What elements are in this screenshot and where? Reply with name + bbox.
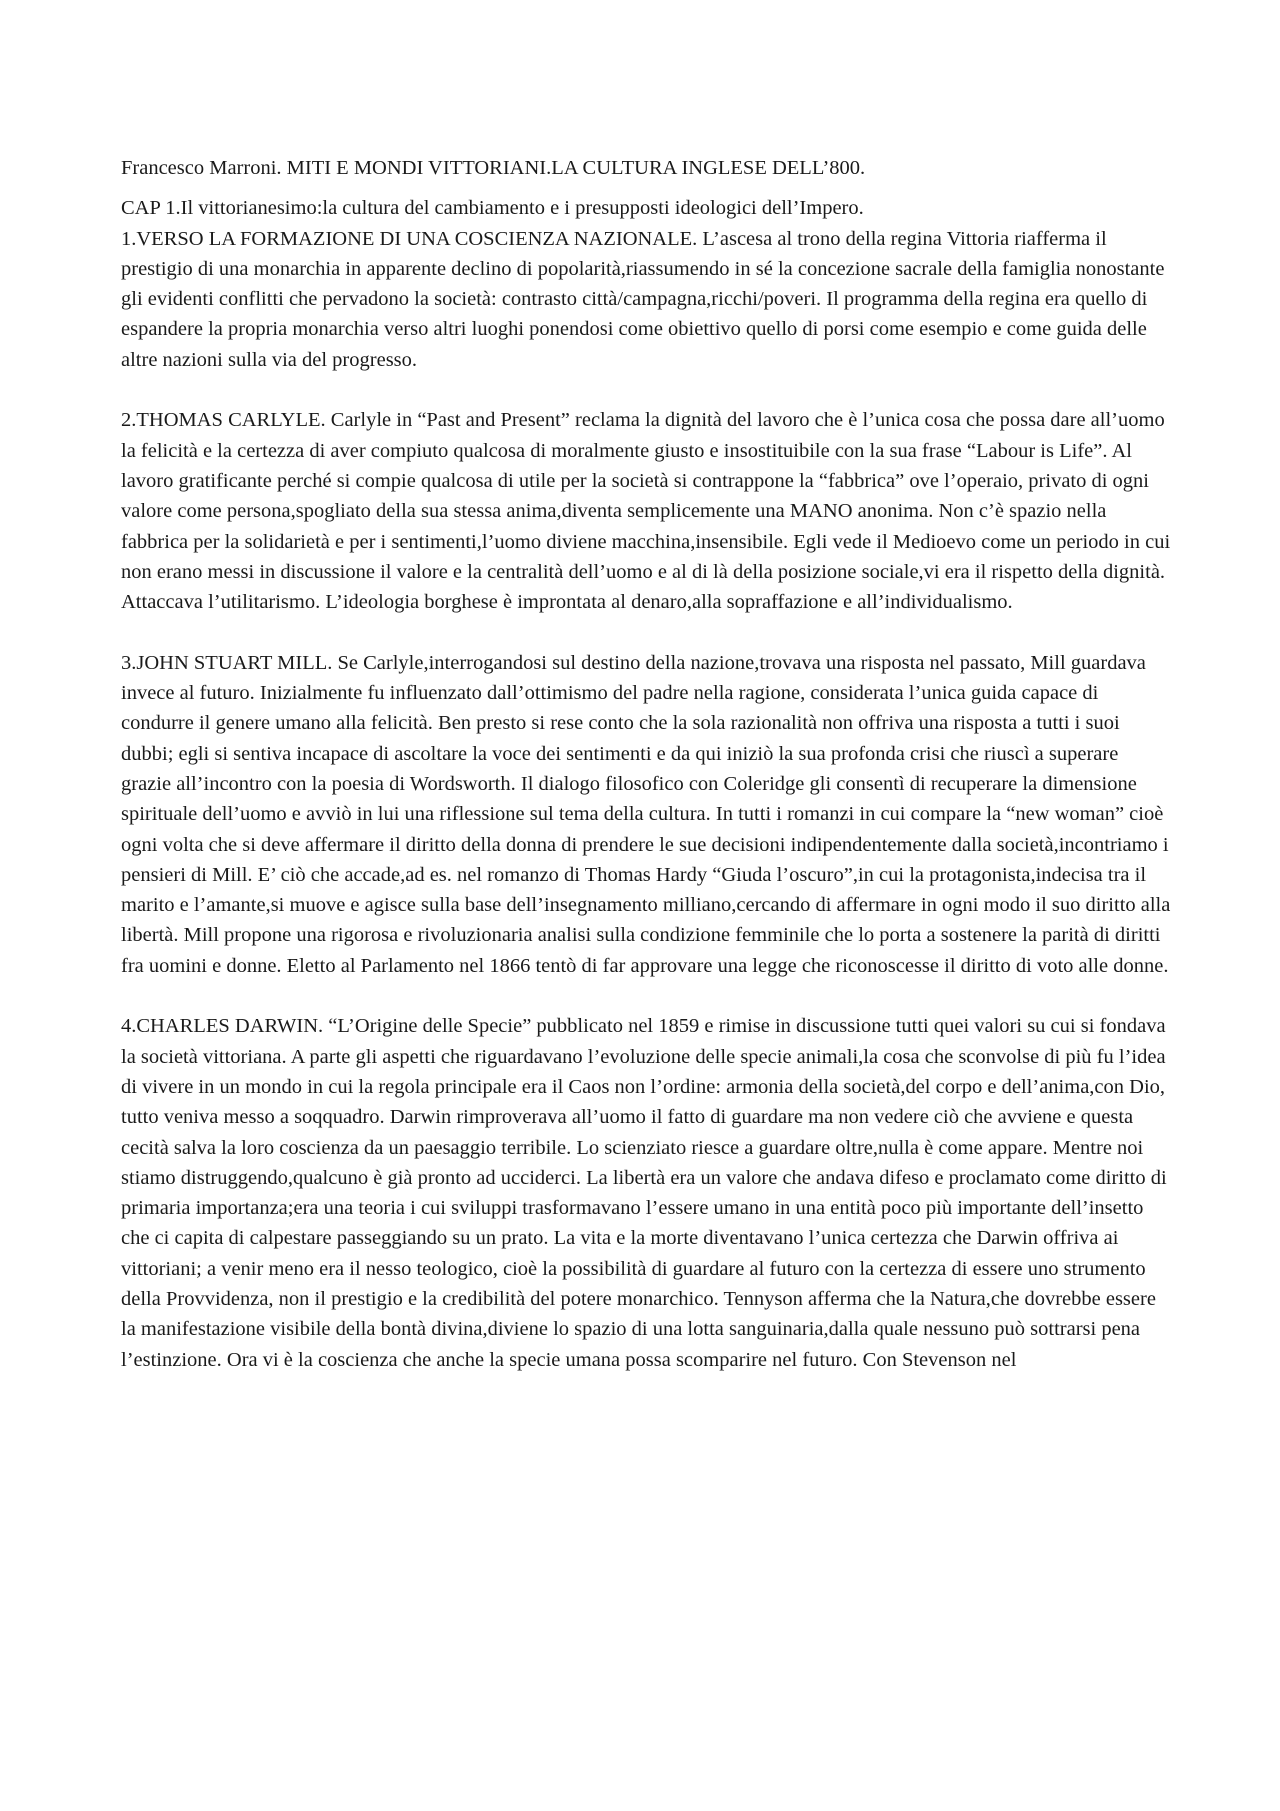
document-header: Francesco Marroni. MITI E MONDI VITTORIANI.LA CULTURA INGLESE DELL’800.	[121, 157, 866, 179]
chapter-heading: CAP 1.Il vittorianesimo:la cultura del cambiamento e i presupposti ideologici dell’Impero.	[121, 197, 864, 220]
paragraph-john-stuart-mill: 3.JOHN STUART MILL. Se Carlyle,interrogandosi sul destino della nazione,trovava una risposta nel passato, Mill guardava invece al futuro. Inizialmente fu influenzato dall’ottimismo del padre nella ragione, considerata l’unica guida capace di condurre il genere umano alla felicità. Ben presto si rese conto che la sola razionalità non offriva una risposta a tutti i suoi dubbi; egli si sentiva incapace di ascoltare la voce dei sentimenti e da qui iniziò la sua profonda crisi che riuscì a superare grazie all’incontro con la poesia di Wordsworth. Il dialogo filosofico con Coleridge gli consentì di recuperare la dimensione spirituale dell’uomo e avviò in lui una riflessione sul tema della cultura. In tutti i romanzi in cui compare la “new woman” cioè ogni volta che si deve affermare il diritto della donna di prendere le sue decisioni indipendentemente dalla società,incontriamo i pensieri di Mill. E’ ciò che accade,ad es. nel romanzo di Thomas Hardy “Giuda l’oscuro”,in cui la protagonista,indecisa tra il marito e l’amante,si muove e agisce sulla base dell’insegnamento milliano,cercando di affermare in ogni modo il suo diritto alla libertà. Mill propone una rigorosa e rivoluzionaria analisi sulla condizione femminile che lo porta a sostenere la parità di diritti fra uomini e donne. Eletto al Parlamento nel 1866 tentò di far approvare una legge che riconoscesse il diritto di voto alle donne.	[121, 651, 1171, 977]
paragraph-charles-darwin: 4.CHARLES DARWIN. “L’Origine delle Specie” pubblicato nel 1859 e rimise in discussione tutti quei valori su cui si fondava la società vittoriana. A parte gli aspetti che riguardavano l’evoluzione delle specie animali,la cosa che sconvolse di più fu l’idea di vivere in un mondo in cui la regola principale era il Caos non l’ordine: armonia della società,del corpo e dell’anima,con Dio, tutto veniva messo a soqquadro. Darwin rimproverava all’uomo il fatto di guardare ma non vedere ciò che avviene e questa cecità salva la loro coscienza da un paesaggio terribile. Lo scienziato riesce a guardare oltre,nulla è come appare. Mentre noi stiamo distruggendo,qualcuno è già pronto ad ucciderci. La libertà era un valore che andava difeso e proclamato come diritto di primaria importanza;era una teoria i cui sviluppi trasformavano l’essere umano in una entità poco più importante dell’insetto che ci capita di calpestare passeggiando su un prato. La vita e la morte diventavano l’unica certezza che Darwin offriva ai vittoriani; a venir meno era il nesso teologico, cioè la possibilità di guardare al futuro con la certezza di essere uno strumento della Provvidenza, non il prestigio e la credibilità del potere monarchico. Tennyson afferma che la Natura,che dovrebbe essere la manifestazione visibile della bontà divina,diviene lo spazio di una lotta sanguinaria,dalla quale nessuno può sottrarsi pena l’estinzione. Ora vi è la coscienza che anche la specie umana possa scomparire nel futuro. Con Stevenson nel	[121, 1015, 1167, 1371]
paragraph-thomas-carlyle: 2.THOMAS CARLYLE. Carlyle in “Past and Present” reclama la dignità del lavoro che è l’unica cosa che possa dare all’uomo la felicità e la certezza di aver compiuto qualcosa di moralmente giusto e insostituibile con la sua frase “Labour is Life”. Al lavoro gratificante perché si compie qualcosa di utile per la società si contrappone la “fabbrica” ove l’operaio, privato di ogni valore come persona,spogliato della sua stessa anima,diventa semplicemente una MANO anonima. Non c’è spazio nella fabbrica per la solidarietà e per i sentimenti,l’uomo diviene macchina,insensibile. Egli vede il Medioevo come un periodo in cui non erano messi in discussione il valore e la centralità dell’uomo e al di là della posizione sociale,vi era il rispetto della dignità. Attaccava l’utilitarismo. L’ideologia borghese è improntata al denaro,alla sopraffazione e all’individualismo.	[121, 409, 1171, 614]
document-body	[121, 153, 1171, 1375]
paragraph-coscienza-nazionale: 1.VERSO LA FORMAZIONE DI UNA COSCIENZA NAZIONALE. L’ascesa al trono della regina Vittoria riafferma il prestigio di una monarchia in apparente declino di popolarità,riassumendo in sé la concezione sacrale della famiglia nonostante gli evidenti conflitti che pervadono la società: contrasto città/campagna,ricchi/poveri. Il programma della regina era quello di espandere la propria monarchia verso altri luoghi ponendosi come obiettivo quello di porsi come esempio e come guida delle altre nazioni sulla via del progresso.	[121, 227, 1165, 371]
